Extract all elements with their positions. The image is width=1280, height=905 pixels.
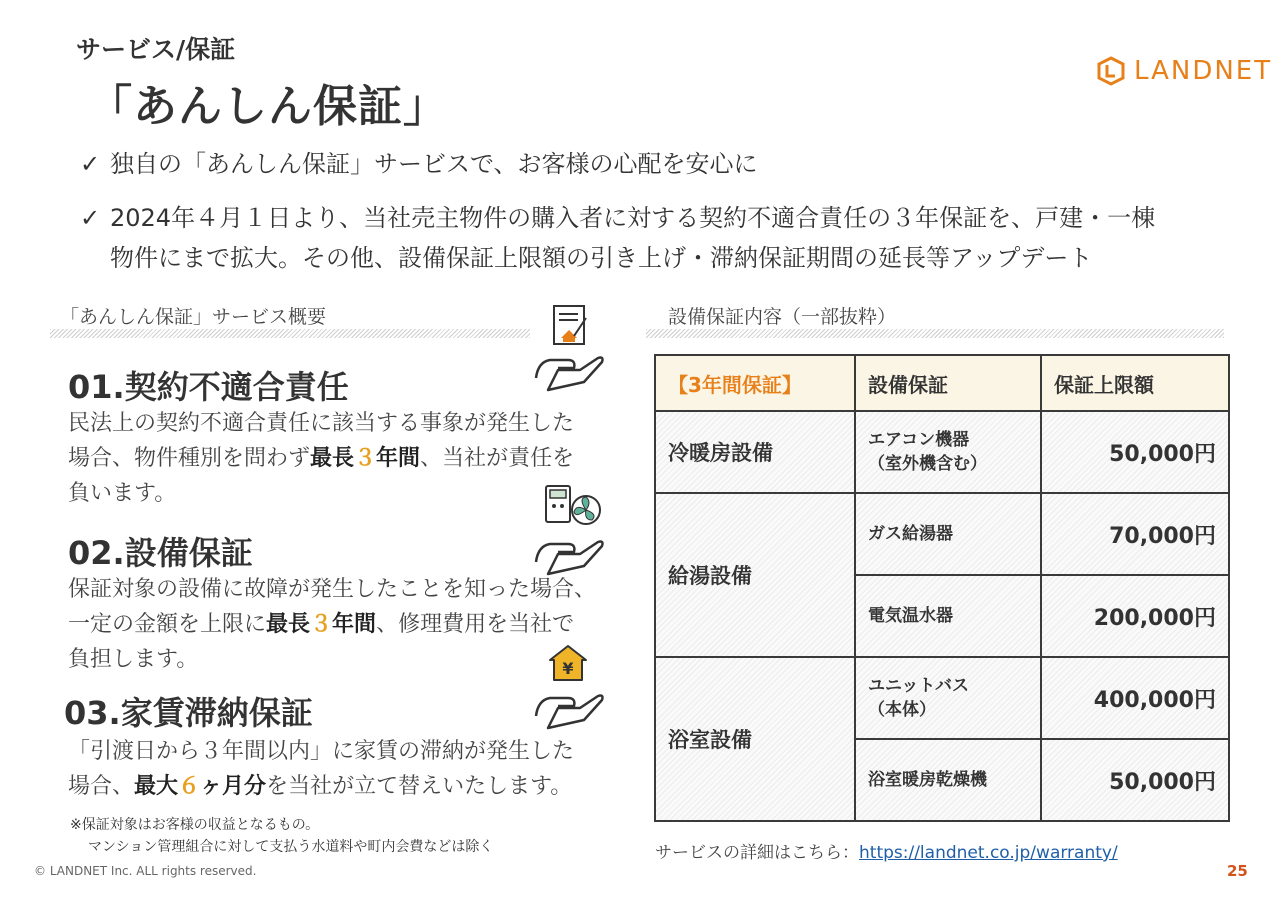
equipment-note: （室外機含む） — [868, 454, 987, 474]
category-cell: 冷暖房設備 — [655, 411, 855, 493]
item-3-line2c: を当社が立て替えいたします。 — [266, 774, 573, 799]
item-2-line2c: 、修理費用を当社で — [376, 612, 575, 637]
amount-cell: 50,000円 — [1041, 411, 1229, 493]
bullet-2-line2: 物件にまで拡大。その他、設備保証上限額の引き上げ・滞納保証期間の延長等アップデート — [110, 244, 1093, 272]
amount-cell: 50,000円 — [1041, 739, 1229, 821]
equipment-cell — [855, 657, 1041, 739]
amount-cell: 200,000円 — [1041, 575, 1229, 657]
equipment-name: エアコン機器 — [868, 430, 970, 450]
item-2-body — [68, 572, 596, 677]
item-1-line2a: 場合、物件種別を問わず — [68, 446, 311, 471]
table-header-limit: 保証上限額 — [1041, 355, 1229, 411]
warranty-table — [654, 354, 1230, 822]
item-2-title: 02.設備保証 — [68, 534, 253, 572]
item-2-line1: 保証対象の設備に故障が発生したことを知った場合、 — [68, 577, 597, 602]
table-row — [655, 493, 1229, 575]
right-divider — [646, 329, 1224, 338]
item-1-line2c: 、当社が責任を — [420, 446, 575, 471]
table-header-equipment: 設備保証 — [855, 355, 1041, 411]
item-1-emph-b: 年間 — [376, 446, 421, 471]
svg-text:¥: ¥ — [562, 659, 574, 678]
details-link-prefix: サービスの詳細はこちら： — [655, 843, 859, 863]
item-2-emph-a: 最長 — [266, 612, 311, 637]
equipment-name: ユニットバス — [868, 676, 969, 696]
check-icon: ✓ — [80, 204, 101, 232]
item-3-emph-b: ヶ月分 — [200, 774, 267, 799]
equipment-cell: ガス給湯器 — [855, 493, 1041, 575]
item-2-highlight: ３ — [310, 612, 333, 637]
table-header-period: 【3年間保証】 — [655, 355, 855, 411]
item-3-body — [68, 734, 574, 804]
item-3-emph-a: 最大 — [134, 774, 179, 799]
equipment-cell — [855, 411, 1041, 493]
yen-house-hand-icon — [528, 642, 608, 734]
item-1-emph-a: 最長 — [310, 446, 355, 471]
note-2: マンション管理組合に対して支払う水道料や町内会費などは除く — [88, 839, 494, 855]
item-3-line2a: 場合、 — [68, 774, 135, 799]
item-3-line1: 「引渡日から３年間以内」に家賃の滞納が発生した — [68, 739, 575, 764]
details-link-line — [655, 838, 1118, 863]
equipment-cell: 浴室暖房乾燥機 — [855, 739, 1041, 821]
category-label: サービス/保証 — [76, 35, 236, 64]
appliance-hand-icon — [528, 480, 608, 580]
left-divider — [50, 329, 530, 338]
note-1: ※保証対象はお客様の収益となるもの。 — [70, 817, 320, 833]
item-2-line2a: 一定の金額を上限に — [68, 612, 267, 637]
landnet-logo-icon — [1096, 56, 1126, 86]
bullet-1 — [80, 144, 758, 184]
copyright: © LANDNET Inc. ALL rights reserved. — [34, 864, 257, 878]
document-hand-icon — [528, 298, 608, 398]
right-section-heading: 設備保証内容（一部抜粋） — [668, 306, 897, 328]
check-icon: ✓ — [80, 150, 101, 178]
item-2-line3: 負担します。 — [68, 647, 199, 672]
equipment-cell: 電気温水器 — [855, 575, 1041, 657]
item-3-highlight: ６ — [178, 774, 201, 799]
amount-cell: 400,000円 — [1041, 657, 1229, 739]
table-row — [655, 657, 1229, 739]
item-2-emph-b: 年間 — [332, 612, 377, 637]
category-cell: 給湯設備 — [655, 493, 855, 657]
warranty-link[interactable]: https://landnet.co.jp/warranty/ — [859, 843, 1118, 863]
page-number: 25 — [1227, 862, 1248, 880]
equipment-note: （本体） — [868, 700, 936, 720]
item-1-line1: 民法上の契約不適合責任に該当する事象が発生した — [68, 411, 575, 436]
bullet-1-text: 独自の「あんしん保証」サービスで、お客様の心配を安心に — [110, 150, 758, 178]
page-title: 「あんしん保証」 — [88, 81, 448, 132]
bullet-2-line1: 2024年４月１日より、当社売主物件の購入者に対する契約不適合責任の３年保証を、戸建・一棟 — [110, 204, 1156, 232]
company-logo[interactable] — [1096, 56, 1272, 86]
table-header-row — [655, 355, 1229, 411]
bullet-2 — [80, 198, 1155, 278]
item-1-highlight: ３ — [354, 446, 377, 471]
logo-text: LANDNET — [1134, 56, 1273, 86]
item-1-body — [68, 406, 574, 511]
left-section-heading: 「あんしん保証」サービス概要 — [60, 306, 327, 328]
item-3-title: 03.家賃滞納保証 — [64, 694, 313, 732]
item-1-line3: 負います。 — [68, 481, 177, 506]
item-1-title: 01.契約不適合責任 — [68, 368, 349, 406]
amount-cell: 70,000円 — [1041, 493, 1229, 575]
table-row — [655, 411, 1229, 493]
category-cell: 浴室設備 — [655, 657, 855, 821]
